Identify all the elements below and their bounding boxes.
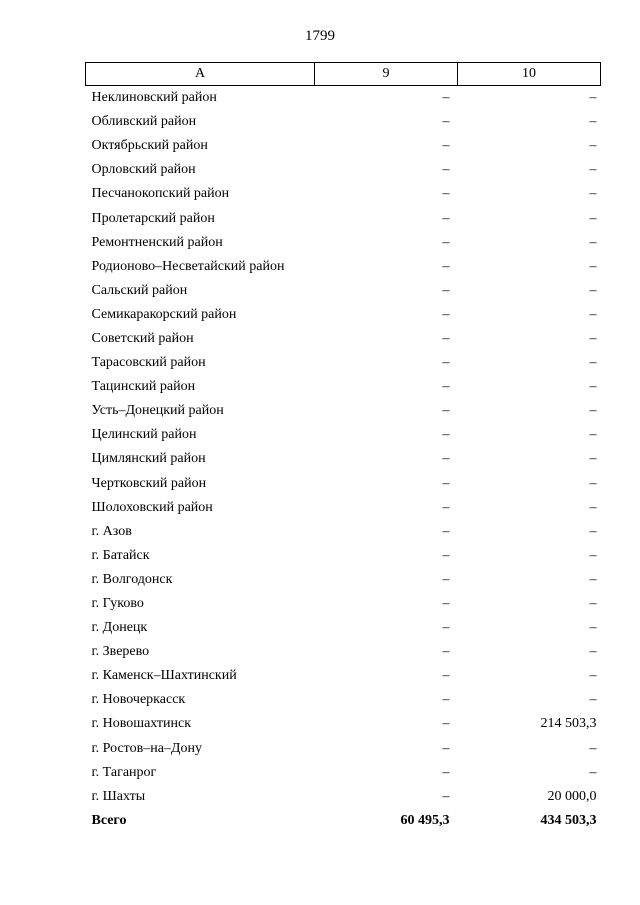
table-row (86, 279, 601, 303)
row-name: Ремонтненский район (91, 234, 223, 250)
row-value-col-9: – (442, 547, 450, 563)
row-value-col-10: – (589, 427, 597, 443)
row-value-col-10: – (589, 330, 597, 346)
row-name: г. Донецк (91, 620, 148, 636)
row-value-col-10: 214 503,3 (540, 716, 597, 732)
table-row (86, 664, 601, 688)
row-value-col-10: – (589, 210, 597, 226)
row-value-col-10: – (589, 764, 597, 780)
row-value-col-10: – (589, 90, 597, 106)
table-row (86, 399, 601, 423)
row-name: Песчанокопский район (91, 186, 230, 202)
table-row (86, 568, 601, 592)
row-value-col-9: – (442, 162, 450, 178)
table-row (86, 255, 601, 279)
row-name: Целинский район (91, 427, 197, 443)
row-value-col-10: – (589, 620, 597, 636)
table-row (86, 544, 601, 568)
row-name: г. Батайск (91, 547, 150, 563)
table-row (86, 785, 601, 809)
table-row (86, 303, 601, 327)
table-row (86, 351, 601, 375)
row-value-col-9: – (442, 282, 450, 298)
row-value-col-10: – (589, 258, 597, 274)
row-value-col-10: – (589, 523, 597, 539)
row-name: Чертковский район (91, 475, 207, 491)
row-value-col-10: – (589, 547, 597, 563)
table-row (86, 231, 601, 255)
row-name: г. Зверево (91, 644, 150, 660)
row-name: г. Новошахтинск (91, 716, 192, 732)
row-name: г. Таганрог (91, 764, 157, 780)
table-row (86, 206, 601, 230)
table-body (86, 86, 601, 833)
row-value-col-10: – (589, 138, 597, 154)
row-value-col-10: 20 000,0 (547, 788, 597, 804)
row-value-col-9: – (442, 644, 450, 660)
row-value-col-10: – (589, 379, 597, 395)
row-name: Семикаракорский район (91, 306, 237, 322)
table-row (86, 688, 601, 712)
table-row (86, 375, 601, 399)
row-value-col-10: – (589, 355, 597, 371)
row-value-col-10: – (589, 692, 597, 708)
total-col-9: 60 495,3 (400, 812, 450, 828)
row-value-col-9: – (442, 740, 450, 756)
row-value-col-9: – (442, 499, 450, 515)
row-value-col-9: – (442, 306, 450, 322)
row-value-col-9: – (442, 330, 450, 346)
table-header-row (86, 63, 601, 86)
row-value-col-9: – (442, 258, 450, 274)
table-row (86, 616, 601, 640)
row-value-col-10: – (589, 596, 597, 612)
row-value-col-10: – (589, 403, 597, 419)
row-name: Советский район (91, 330, 194, 346)
table-row (86, 182, 601, 206)
row-value-col-9: – (442, 596, 450, 612)
table-row (86, 737, 601, 761)
row-value-col-9: – (442, 114, 450, 130)
table-row (86, 134, 601, 158)
row-name: г. Ростов–на–Дону (91, 740, 202, 756)
row-value-col-9: – (442, 523, 450, 539)
table-row (86, 423, 601, 447)
table-row (86, 592, 601, 616)
table-row (86, 496, 601, 520)
row-value-col-9: – (442, 379, 450, 395)
row-name: Шолоховский район (91, 499, 213, 515)
row-name: Сальский район (91, 282, 188, 298)
total-row (86, 809, 601, 833)
table-row (86, 86, 601, 111)
table-row (86, 520, 601, 544)
row-name: г. Волгодонск (91, 571, 173, 587)
row-value-col-9: – (442, 210, 450, 226)
row-name: Обливский район (91, 114, 197, 130)
row-value-col-9: – (442, 692, 450, 708)
row-value-col-9: – (442, 138, 450, 154)
row-value-col-10: – (589, 499, 597, 515)
row-value-col-10: – (589, 475, 597, 491)
row-name: г. Гуково (91, 596, 144, 612)
table-row (86, 640, 601, 664)
data-table (85, 62, 601, 833)
table-row (86, 761, 601, 785)
row-value-col-9: – (442, 90, 450, 106)
row-value-col-9: – (442, 403, 450, 419)
row-value-col-10: – (589, 740, 597, 756)
row-value-col-10: – (589, 186, 597, 202)
header-col-10: 10 (458, 63, 601, 86)
row-name: г. Шахты (91, 788, 146, 804)
table-row (86, 110, 601, 134)
row-name: Усть–Донецкий район (91, 403, 224, 419)
table-row (86, 712, 601, 736)
row-value-col-9: – (442, 571, 450, 587)
row-name: г. Азов (91, 523, 132, 539)
row-name: г. Новочеркасск (91, 692, 186, 708)
row-value-col-9: – (442, 451, 450, 467)
row-name: Цимлянский район (91, 451, 206, 467)
row-value-col-10: – (589, 282, 597, 298)
row-name: Неклиновский район (91, 90, 217, 106)
row-value-col-10: – (589, 451, 597, 467)
row-value-col-10: – (589, 644, 597, 660)
row-value-col-9: – (442, 764, 450, 780)
row-value-col-10: – (589, 234, 597, 250)
row-name: Тарасовский район (91, 355, 206, 371)
row-value-col-9: – (442, 788, 450, 804)
row-value-col-9: – (442, 234, 450, 250)
row-value-col-9: – (442, 475, 450, 491)
row-name: Орловский район (91, 162, 196, 178)
row-name: г. Каменск–Шахтинский (91, 668, 237, 684)
row-value-col-9: – (442, 355, 450, 371)
row-name: Родионово–Несветайский район (91, 258, 285, 274)
row-value-col-10: – (589, 306, 597, 322)
row-name: Тацинский район (91, 379, 196, 395)
page-number: 1799 (305, 28, 335, 44)
row-value-col-9: – (442, 427, 450, 443)
table-row (86, 327, 601, 351)
row-name: Октябрьский район (91, 138, 208, 154)
header-col-a: А (86, 63, 315, 86)
row-value-col-9: – (442, 186, 450, 202)
table-row (86, 158, 601, 182)
header-col-9: 9 (315, 63, 458, 86)
row-value-col-10: – (589, 668, 597, 684)
row-value-col-10: – (589, 114, 597, 130)
row-name: Пролетарский район (91, 210, 215, 226)
row-value-col-9: – (442, 668, 450, 684)
table-row (86, 447, 601, 471)
total-col-10: 434 503,3 (540, 812, 597, 828)
table-row (86, 472, 601, 496)
row-value-col-9: – (442, 716, 450, 732)
row-value-col-9: – (442, 620, 450, 636)
row-value-col-10: – (589, 571, 597, 587)
row-value-col-10: – (589, 162, 597, 178)
total-label: Всего (91, 812, 127, 828)
